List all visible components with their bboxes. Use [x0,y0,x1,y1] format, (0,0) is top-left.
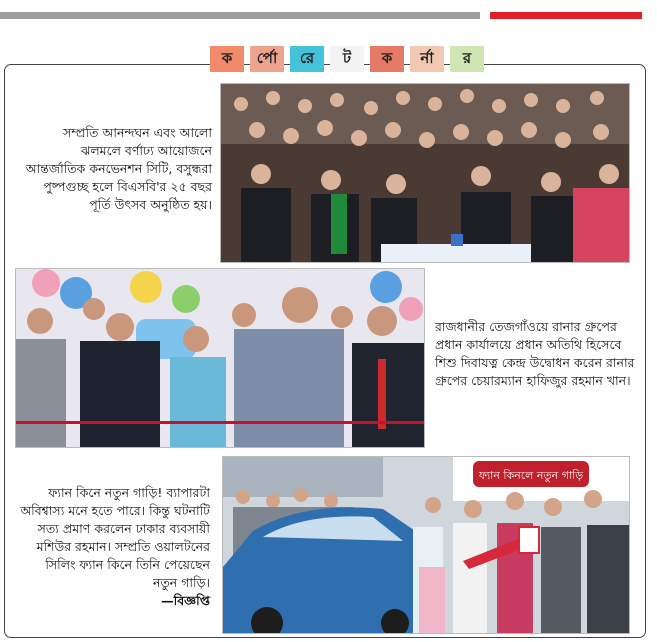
title-letter: ক [210,46,244,72]
caption-story-2: রাজধানীর তেজগাঁওয়ে রানার গ্রুপের প্রধান কার্যালয়ে প্রধান অতিথি হিসেবে শিশু দিবাযত্ন কেন্দ্র উদ্বোধন করেন রানার গ্রুপের চেয়ারম্যান হাফিজুর রহমান খান। [435,319,635,388]
title-letter: ক [370,46,404,72]
banner-text: ফ্যান কিনলে নতুন গাড়ি [478,469,584,482]
caption-story-1: সম্প্রতি আনন্দঘন এবং আলো ঝলমলে বর্ণাঢ্য আয়োজনে আন্তর্জাতিক কনভেনশন সিটি, বসুন্ধরা পুষ্পগুচ্ছ হলে বিএসবি'র ২৫ বছর পূর্তি উৎসব অনুষ্ঠিত হয়। [25,125,212,212]
top-rule-gray [0,12,480,19]
title-letter: রে [290,46,324,72]
caption-story-3 [20,484,210,610]
section-title [210,46,484,72]
title-letter: র [450,46,484,72]
title-letter: র্পো [250,46,284,72]
credit-label: —বিজ্ঞপ্তি [161,593,210,608]
photo-anniversary-celebration [220,83,630,263]
title-letter: ট [330,46,364,72]
photo-daycare-inauguration [15,268,425,448]
title-letter: র্না [410,46,444,72]
caption-story-3-text: ফ্যান কিনে নতুন গাড়ি! ব্যাপারটা অবিশ্বাস্য মনে হতে পারে। কিন্তু ঘটনাটি সত্য প্রমাণ করলেন ঢাকার ব্যবসায়ী মশিউর রহমান। সম্প্রতি ওয়ালটনের সিলিং ফ্যান কিনে তিনি পেয়েছেন নতুন গাড়ি। [20,485,210,590]
photo-car-handover [222,456,630,634]
top-rule-red [490,12,642,19]
